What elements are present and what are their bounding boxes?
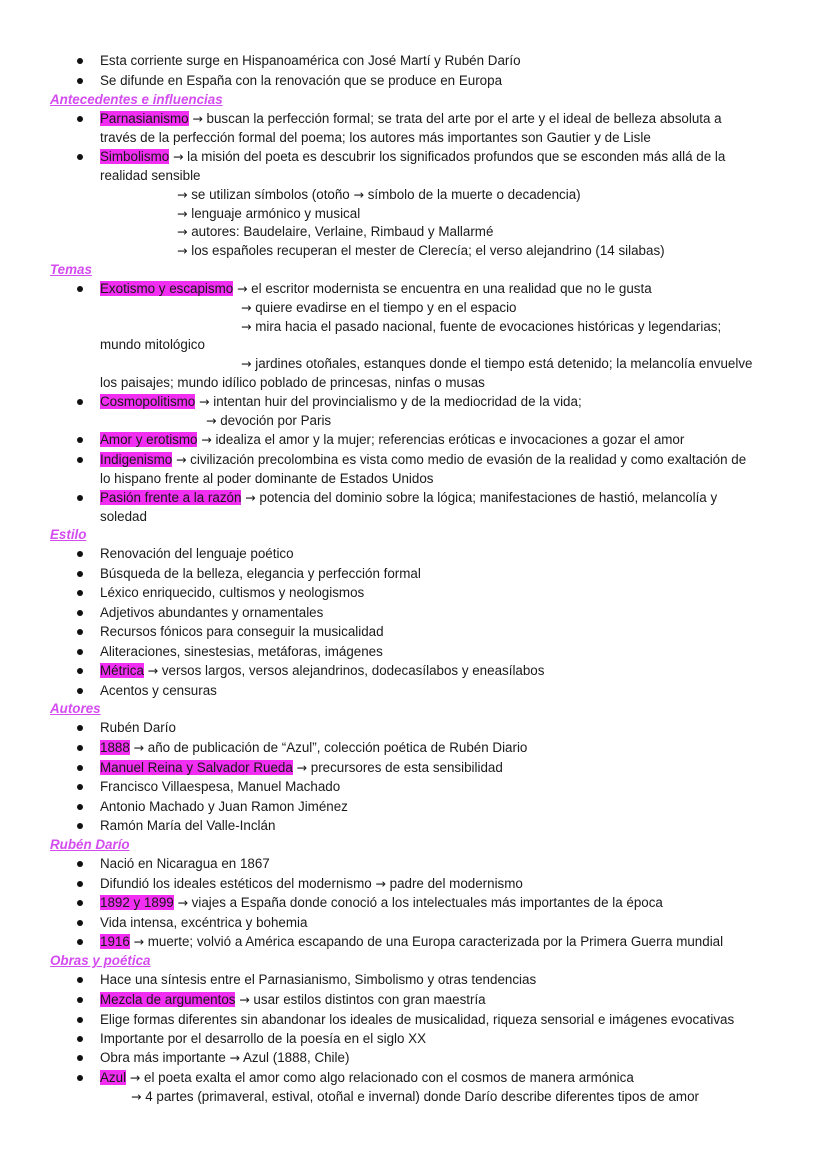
list-item: Azul → el poeta exalta el amor como algo relacionado con el cosmos de manera armónica bbox=[100, 1070, 634, 1085]
list-item: Ramón María del Valle-Inclán bbox=[100, 818, 276, 833]
bullet bbox=[77, 1017, 83, 1023]
arrow-icon: → bbox=[206, 413, 217, 428]
bullet bbox=[77, 629, 83, 635]
list-item: 1888 → año de publicación de “Azul”, colección poética de Rubén Diario bbox=[100, 740, 528, 755]
sub-item: → se utilizan símbolos (otoño → símbolo de la muerte o decadencia) bbox=[177, 187, 581, 202]
list-item: Antonio Machado y Juan Ramon Jiménez bbox=[100, 799, 348, 814]
arrow-icon: → bbox=[177, 224, 188, 239]
arrow-icon: → bbox=[241, 300, 252, 315]
sub-item: → los españoles recuperan el mester de Clerecía; el verso alejandrino (14 silabas) bbox=[177, 243, 665, 258]
list-item: Indigenismo → civilización precolombina es vista como medio de evasión de la realidad y como exaltación de bbox=[100, 452, 747, 467]
bullet bbox=[77, 804, 83, 810]
text-line: mundo mitológico bbox=[100, 337, 205, 352]
arrow-icon: → bbox=[241, 319, 252, 334]
sub-item: → lenguaje armónico y musical bbox=[177, 206, 361, 221]
bullet bbox=[77, 725, 83, 731]
list-item: Se difunde en España con la renovación que se produce en Europa bbox=[100, 73, 503, 88]
highlight: Pasión frente a la razón bbox=[100, 490, 242, 505]
arrow-icon: → bbox=[229, 1050, 240, 1065]
list-item: Mezcla de argumentos → usar estilos distintos con gran maestría bbox=[100, 992, 486, 1007]
arrow-icon: → bbox=[177, 187, 188, 202]
list-item: Recursos fónicos para conseguir la musicalidad bbox=[100, 624, 384, 639]
bullet bbox=[77, 784, 83, 790]
highlight: 1888 bbox=[100, 740, 130, 755]
section-heading-antecedentes: Antecedentes e influencias bbox=[50, 92, 223, 107]
bullet bbox=[77, 881, 83, 887]
arrow-icon: → bbox=[147, 663, 159, 678]
list-item: Francisco Villaespesa, Manuel Machado bbox=[100, 779, 341, 794]
bullet bbox=[77, 920, 83, 926]
list-item: Vida intensa, excéntrica y bohemia bbox=[100, 915, 308, 930]
sub-item: → autores: Baudelaire, Verlaine, Rimbaud y Mallarmé bbox=[177, 224, 494, 239]
highlight: 1892 y 1899 bbox=[100, 895, 174, 910]
bullet bbox=[77, 1036, 83, 1042]
list-item: Difundió los ideales estéticos del modernismo → padre del modernismo bbox=[100, 876, 523, 891]
bullet bbox=[77, 900, 83, 906]
highlight: Cosmopolitismo bbox=[100, 394, 196, 409]
list-item: Hace una síntesis entre el Parnasianismo, Simbolismo y otras tendencias bbox=[100, 972, 537, 987]
list-item: Nació en Nicaragua en 1867 bbox=[100, 856, 270, 871]
sub-item: → quiere evadirse en el tiempo y en el espacio bbox=[241, 300, 517, 315]
bullet bbox=[77, 765, 83, 771]
bullet bbox=[77, 437, 83, 443]
text-line: través de la perfección formal del poema; los autores más importantes son Gautier y de Lisle bbox=[100, 130, 651, 145]
list-item: Léxico enriquecido, cultismos y neologismos bbox=[100, 585, 365, 600]
arrow-icon: → bbox=[241, 356, 252, 371]
arrow-icon: → bbox=[239, 992, 250, 1007]
section-heading-temas: Temas bbox=[50, 262, 92, 277]
arrow-icon: → bbox=[133, 740, 145, 755]
arrow-icon: → bbox=[177, 243, 188, 258]
bullet bbox=[77, 1055, 83, 1061]
bullet bbox=[77, 1075, 83, 1081]
list-item: Exotismo y escapismo → el escritor modernista se encuentra en una realidad que no le gusta bbox=[100, 281, 652, 296]
highlight: Mezcla de argumentos bbox=[100, 992, 236, 1007]
highlight: Amor y erotismo bbox=[100, 432, 198, 447]
list-item: Simbolismo → la misión del poeta es descubrir los significados profundos que se esconden más allá de la bbox=[100, 149, 726, 164]
highlight: Exotismo y escapismo bbox=[100, 281, 234, 296]
bullet bbox=[77, 688, 83, 694]
arrow-icon: → bbox=[375, 876, 386, 891]
highlight: Parnasianismo bbox=[100, 111, 189, 126]
arrow-icon: → bbox=[177, 206, 188, 221]
list-item: 1916 → muerte; volvió a América escapando de una Europa caracterizada por la Primera Guerra mundial bbox=[100, 934, 724, 949]
list-item: Elige formas diferentes sin abandonar los ideales de musicalidad, riqueza sensorial e imágenes evocativas bbox=[100, 1012, 735, 1027]
arrow-icon: → bbox=[353, 187, 364, 202]
sub-item: → 4 partes (primaveral, estival, otoñal e invernal) donde Darío describe diferentes tipos de amor bbox=[131, 1089, 699, 1104]
sub-item: → jardines otoñales, estanques donde el tiempo está detenido; la melancolía envuelve bbox=[241, 356, 753, 371]
list-item: Amor y erotismo → idealiza el amor y la mujer; referencias eróticas e invocaciones a gozar el amor bbox=[100, 432, 685, 447]
highlight: Indigenismo bbox=[100, 452, 173, 467]
bullet bbox=[77, 116, 83, 122]
arrow-icon: → bbox=[296, 760, 308, 775]
arrow-icon: → bbox=[129, 1070, 141, 1085]
bullet bbox=[77, 745, 83, 751]
highlight: Manuel Reina y Salvador Rueda bbox=[100, 760, 293, 775]
arrow-icon: → bbox=[175, 452, 187, 467]
section-heading-autores: Autores bbox=[50, 701, 101, 716]
list-item: 1892 y 1899 → viajes a España donde conoció a los intelectuales más importantes de la época bbox=[100, 895, 663, 910]
bullet bbox=[77, 610, 83, 616]
sub-item: → mira hacia el pasado nacional, fuente de evocaciones históricas y legendarias; bbox=[241, 319, 722, 334]
text-line: soledad bbox=[100, 509, 147, 524]
bullet bbox=[77, 154, 83, 160]
arrow-icon: → bbox=[133, 934, 145, 949]
bullet bbox=[77, 939, 83, 945]
bullet bbox=[77, 399, 83, 405]
bullet bbox=[77, 58, 83, 64]
arrow-icon: → bbox=[172, 149, 184, 164]
bullet bbox=[77, 590, 83, 596]
list-item: Aliteraciones, sinestesias, metáforas, imágenes bbox=[100, 644, 383, 659]
arrow-icon: → bbox=[192, 111, 203, 126]
text-line: los paisajes; mundo idílico poblado de princesas, ninfas o musas bbox=[100, 375, 485, 390]
arrow-icon: → bbox=[201, 432, 212, 447]
list-item: Acentos y censuras bbox=[100, 683, 217, 698]
bullet bbox=[77, 551, 83, 557]
list-item: Esta corriente surge en Hispanoamérica con José Martí y Rubén Darío bbox=[100, 53, 521, 68]
bullet bbox=[77, 668, 83, 674]
list-item: Rubén Darío bbox=[100, 720, 176, 735]
bullet bbox=[77, 457, 83, 463]
list-item: Importante por el desarrollo de la poesía en el siglo XX bbox=[100, 1031, 427, 1046]
bullet bbox=[77, 823, 83, 829]
list-item: Obra más importante → Azul (1888, Chile) bbox=[100, 1050, 350, 1065]
highlight: Simbolismo bbox=[100, 149, 170, 164]
text-line: lo hispano frente al poder dominante de Estados Unidos bbox=[100, 471, 434, 486]
bullet bbox=[77, 977, 83, 983]
arrow-icon: → bbox=[245, 490, 256, 505]
arrow-icon: → bbox=[131, 1089, 142, 1104]
highlight: Métrica bbox=[100, 663, 144, 678]
list-item: Pasión frente a la razón → potencia del dominio sobre la lógica; manifestaciones de hastió, melancolía y bbox=[100, 490, 718, 505]
bullet bbox=[77, 997, 83, 1003]
list-item: Manuel Reina y Salvador Rueda → precursores de esta sensibilidad bbox=[100, 760, 503, 775]
text-line: realidad sensible bbox=[100, 168, 201, 183]
section-heading-estilo: Estilo bbox=[50, 527, 87, 542]
arrow-icon: → bbox=[177, 895, 188, 910]
list-item: Métrica → versos largos, versos alejandrinos, dodecasílabos y eneasílabos bbox=[100, 663, 545, 678]
sub-item: → devoción por Paris bbox=[206, 413, 332, 428]
arrow-icon: → bbox=[236, 281, 248, 296]
highlight: Azul bbox=[100, 1070, 127, 1085]
bullet bbox=[77, 571, 83, 577]
bullet bbox=[77, 78, 83, 84]
bullet bbox=[77, 495, 83, 501]
highlight: 1916 bbox=[100, 934, 130, 949]
bullet bbox=[77, 286, 83, 292]
bullet bbox=[77, 649, 83, 655]
list-item: Adjetivos abundantes y ornamentales bbox=[100, 605, 324, 620]
list-item: Cosmopolitismo → intentan huir del provincialismo y de la mediocridad de la vida; bbox=[100, 394, 582, 409]
arrow-icon: → bbox=[199, 394, 210, 409]
list-item: Renovación del lenguaje poético bbox=[100, 546, 294, 561]
list-item: Parnasianismo → buscan la perfección formal; se trata del arte por el arte y el ideal de belleza absoluta a bbox=[100, 111, 722, 126]
list-item: Búsqueda de la belleza, elegancia y perfección formal bbox=[100, 566, 421, 581]
section-heading-obras: Obras y poética bbox=[50, 953, 151, 968]
section-heading-ruben-dario: Rubén Darío bbox=[50, 837, 130, 852]
bullet bbox=[77, 861, 83, 867]
